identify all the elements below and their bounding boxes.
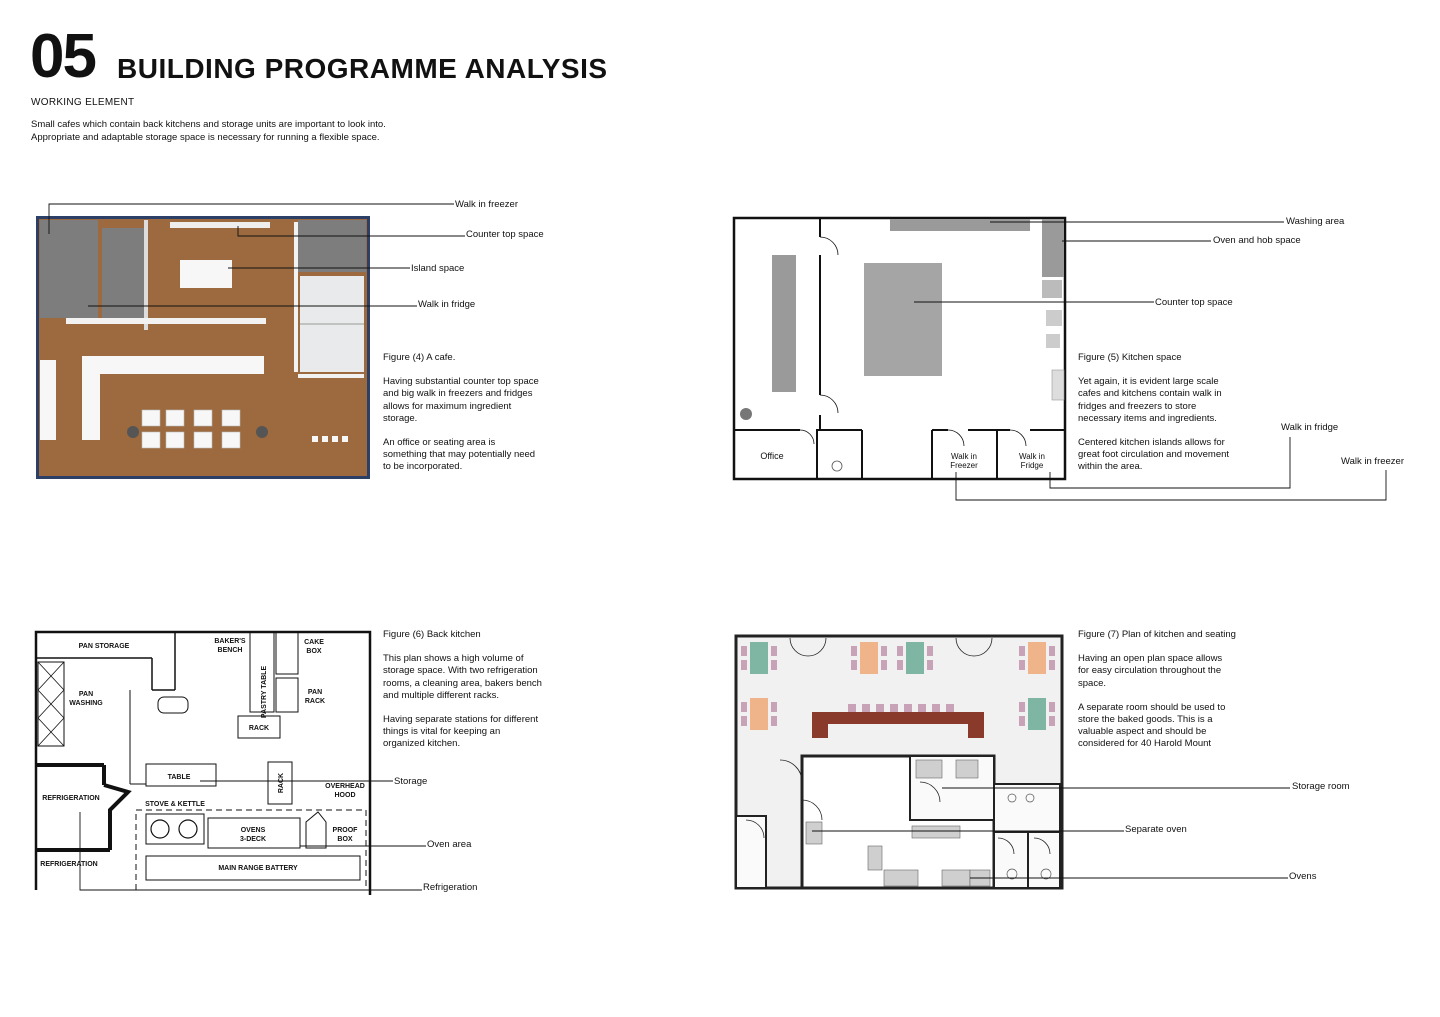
fridge-label-2: Fridge [1020, 461, 1044, 470]
caption-line: allows for maximum ingredient [383, 400, 512, 412]
label-ovens: Ovens [1289, 871, 1317, 882]
label-walk-in-freezer-2: Walk in freezer [1341, 456, 1404, 467]
label-washing-area: Washing area [1286, 216, 1345, 227]
label-refrigeration: Refrigeration [423, 882, 478, 893]
cake-label-2: BOX [306, 648, 322, 655]
label-counter-top-space-2: Counter top space [1155, 297, 1233, 308]
caption-line: Having substantial counter top space [383, 376, 539, 388]
label-island-space: Island space [411, 263, 465, 274]
cafe-floor-plan [36, 216, 370, 479]
caption-line: great foot circulation and movement [1078, 449, 1230, 461]
pan-washing-label-2: WASHING [69, 700, 103, 707]
caption-line: fridges and freezers to store [1078, 400, 1197, 412]
caption-line: Centered kitchen islands allows for [1078, 437, 1225, 449]
caption-line: rooms, a cleaning area, bakers bench [383, 677, 542, 689]
figure4-caption [383, 352, 553, 474]
caption-line: organized kitchen. [383, 738, 461, 750]
bakers-label-2: BENCH [217, 647, 243, 654]
caption-line: to be incorporated. [383, 461, 463, 473]
caption-line: for easy circulation throughout the [1078, 665, 1222, 677]
caption-line: necessary items and ingredients. [1078, 412, 1217, 424]
overhead-label-1: OVERHEAD [325, 783, 365, 790]
figure7-caption [1078, 629, 1248, 751]
page-subtitle: WORKING ELEMENT [31, 97, 135, 108]
caption-line: cafes and kitchens contain walk in [1078, 388, 1222, 400]
stove-label: STOVE & KETTLE [145, 801, 205, 808]
label-storage-room: Storage room [1292, 781, 1350, 792]
label-oven-area: Oven area [427, 839, 472, 850]
proof-label-2: BOX [337, 836, 353, 843]
figure6-caption [383, 629, 553, 751]
bakers-label-1: BAKER'S [214, 638, 246, 645]
rack-label-2: RACK [278, 772, 285, 794]
caption-line: and multiple different racks. [383, 689, 499, 701]
intro-line: Small cafes which contain back kitchens and storage units are important to look into. [31, 119, 386, 130]
caption-line: This plan shows a high volume of [383, 653, 524, 665]
intro-line: Appropriate and adaptable storage space is necessary for running a flexible space. [31, 131, 380, 143]
caption-line: A separate room should be used to [1078, 701, 1226, 713]
rack-label-1: RACK [248, 725, 270, 732]
ovens-label-2: 3-DECK [239, 836, 267, 843]
label-separate-oven: Separate oven [1125, 824, 1187, 835]
kitchen-fixtures [740, 219, 1064, 471]
open-plan-kitchen [736, 636, 1062, 888]
caption-line: An office or seating area is [383, 437, 496, 449]
proof-label-1: PROOF [332, 827, 358, 834]
caption-line: Having separate stations for different [383, 714, 539, 726]
refrigeration-label-1: REFRIGERATION [42, 795, 100, 802]
pastry-table-label: PASTRY TABLE [261, 665, 268, 719]
caption-title: Figure (6) Back kitchen [383, 629, 481, 640]
ovens-label-1: OVENS [240, 827, 266, 834]
freezer-label-1: Walk in [951, 452, 977, 461]
caption-title: Figure (5) Kitchen space [1078, 352, 1182, 363]
label-walk-in-fridge-2: Walk in fridge [1281, 422, 1339, 433]
pan-rack-label-1: PAN [307, 689, 323, 696]
caption-line: storage space. With two refrigeration [383, 665, 538, 677]
caption-line: storage. [383, 412, 418, 424]
kitchen-floor-plan [734, 218, 1065, 479]
caption-line: and big walk in freezers and fridges [383, 388, 533, 400]
label-oven-hob-space: Oven and hob space [1213, 235, 1301, 246]
table-label: TABLE [167, 774, 191, 781]
caption-line: Yet again, it is evident large scale [1078, 376, 1219, 388]
freezer-label-2: Freezer [950, 461, 978, 470]
label-counter-top-space: Counter top space [466, 229, 544, 240]
pan-rack-label-2: RACK [304, 698, 326, 705]
fridge-label-1: Walk in [1019, 452, 1045, 461]
caption-title: Figure (4) A cafe. [383, 352, 456, 363]
page-title: BUILDING PROGRAMME ANALYSIS [117, 53, 608, 84]
label-walk-in-freezer: Walk in freezer [455, 199, 518, 210]
caption-line: valuable aspect and should be [1078, 726, 1207, 738]
caption-line: things is vital for keeping an [383, 726, 501, 738]
caption-line: within the area. [1078, 461, 1143, 473]
label-walk-in-fridge: Walk in fridge [418, 299, 476, 310]
caption-title: Figure (7) Plan of kitchen and seating [1078, 629, 1236, 640]
pan-washing-label-1: PAN [78, 691, 94, 698]
refrigeration-label-2: REFRIGERATION [40, 861, 98, 868]
main-range-label: MAIN RANGE BATTERY [218, 865, 298, 872]
figure5-caption [1078, 352, 1248, 474]
pan-storage-label: PAN STORAGE [78, 643, 130, 650]
office-label: Office [760, 451, 784, 461]
section-number: 05 [30, 22, 95, 91]
caption-line: something that may potentially need [383, 449, 536, 461]
intro-text [31, 119, 451, 144]
caption-line: store the baked goods. This is a [1078, 714, 1213, 726]
cake-label-1: CAKE [304, 639, 324, 646]
label-storage: Storage [394, 776, 428, 787]
overhead-label-2: HOOD [334, 792, 356, 799]
caption-line: Having an open plan space allows [1078, 653, 1223, 665]
caption-line: space. [1078, 677, 1106, 689]
back-kitchen-plan [36, 632, 370, 895]
caption-line: considered for 40 Harold Mount [1078, 738, 1212, 750]
